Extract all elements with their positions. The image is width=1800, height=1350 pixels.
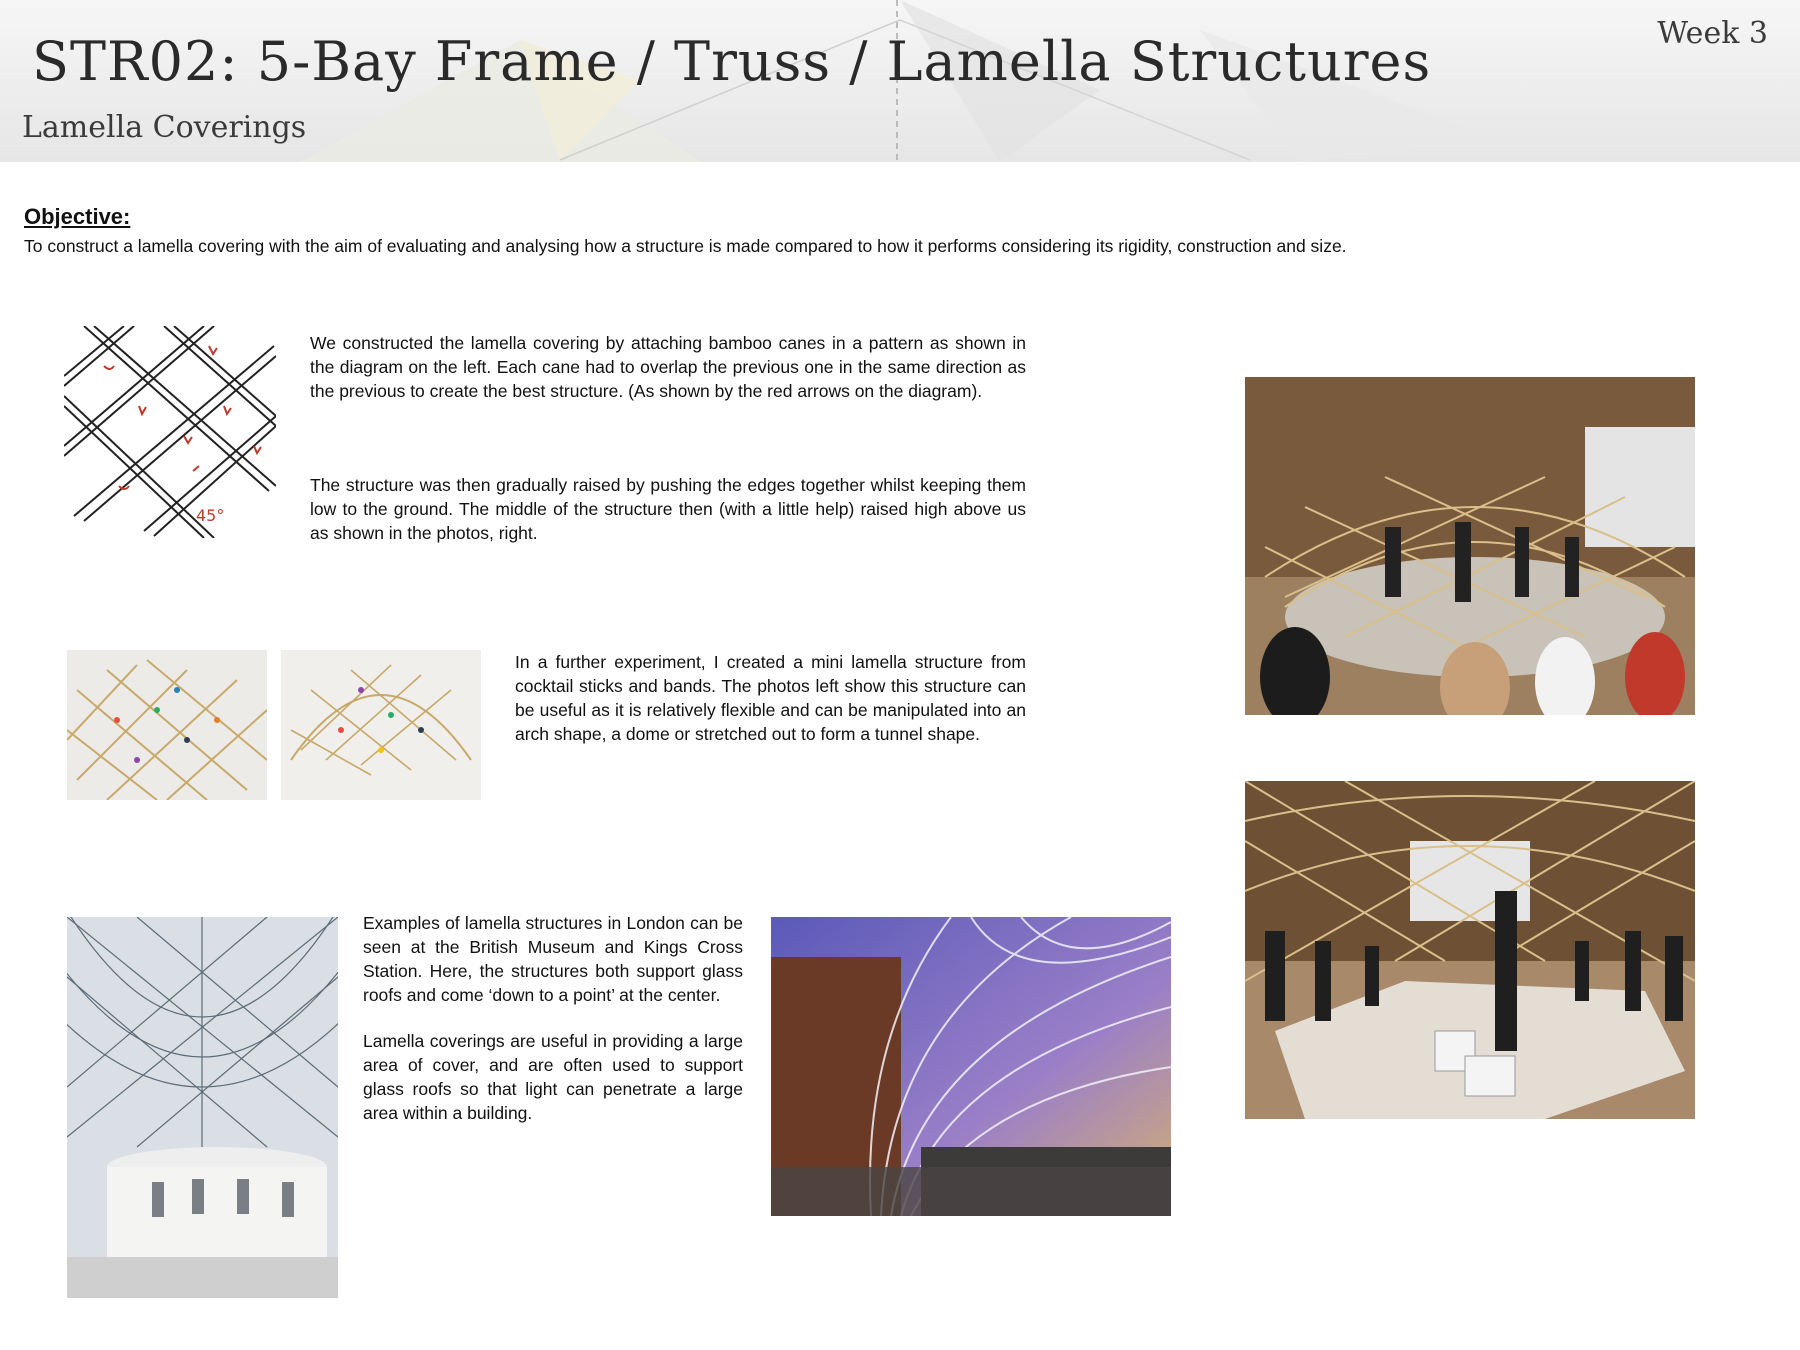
lamella-pattern-diagram <box>64 326 276 538</box>
week-label: Week 3 <box>1657 16 1768 51</box>
angle-label: 45° <box>196 506 225 525</box>
page-subtitle: Lamella Coverings <box>22 110 307 145</box>
construction-paragraph: We constructed the lamella covering by attaching bamboo canes in a pattern as shown in the diagram on the left. Each cane had to overlap the previous one in the same direction as the previous to create the best structure. (As shown by the red arrows on the diagram). <box>310 333 1026 401</box>
examples-paragraph: Examples of lamella structures in London can be seen at the British Museum and Kings Cross Station. Here, the structures both support glass roofs and come ‘down to a point’ at the center. <box>363 913 743 1005</box>
mini-lamella-photo-2 <box>281 650 481 800</box>
british-museum-photo <box>67 917 338 1298</box>
mini-experiment-paragraph: In a further experiment, I created a mini lamella structure from cocktail sticks and bands. The photos left show this structure can be useful as it is relatively flexible and can be manipulated into an arch shape, a dome or stretched out to form a tunnel shape. <box>515 652 1026 744</box>
page-title: STR02: 5-Bay Frame / Truss / Lamella Structures <box>32 30 1432 93</box>
objective-heading: Objective: <box>24 204 131 229</box>
mini-lamella-photo-1 <box>67 650 267 800</box>
header-banner <box>0 0 1800 162</box>
lamella-workshop-photo-2 <box>1245 781 1695 1119</box>
objective-text: To construct a lamella covering with the aim of evaluating and analysing how a structure is made compared to how it performs considering its rigidity, construction and size. <box>24 236 1347 256</box>
uses-paragraph: Lamella coverings are useful in providing a large area of cover, and are often used to support glass roofs so that light can penetrate a large area within a building. <box>363 1031 743 1123</box>
lamella-workshop-photo-1 <box>1245 377 1695 715</box>
raising-paragraph: The structure was then gradually raised by pushing the edges together whilst keeping them low to the ground. The middle of the structure then (with a little help) raised high above us as shown in the photos, right. <box>310 475 1026 543</box>
kings-cross-photo <box>771 917 1171 1216</box>
